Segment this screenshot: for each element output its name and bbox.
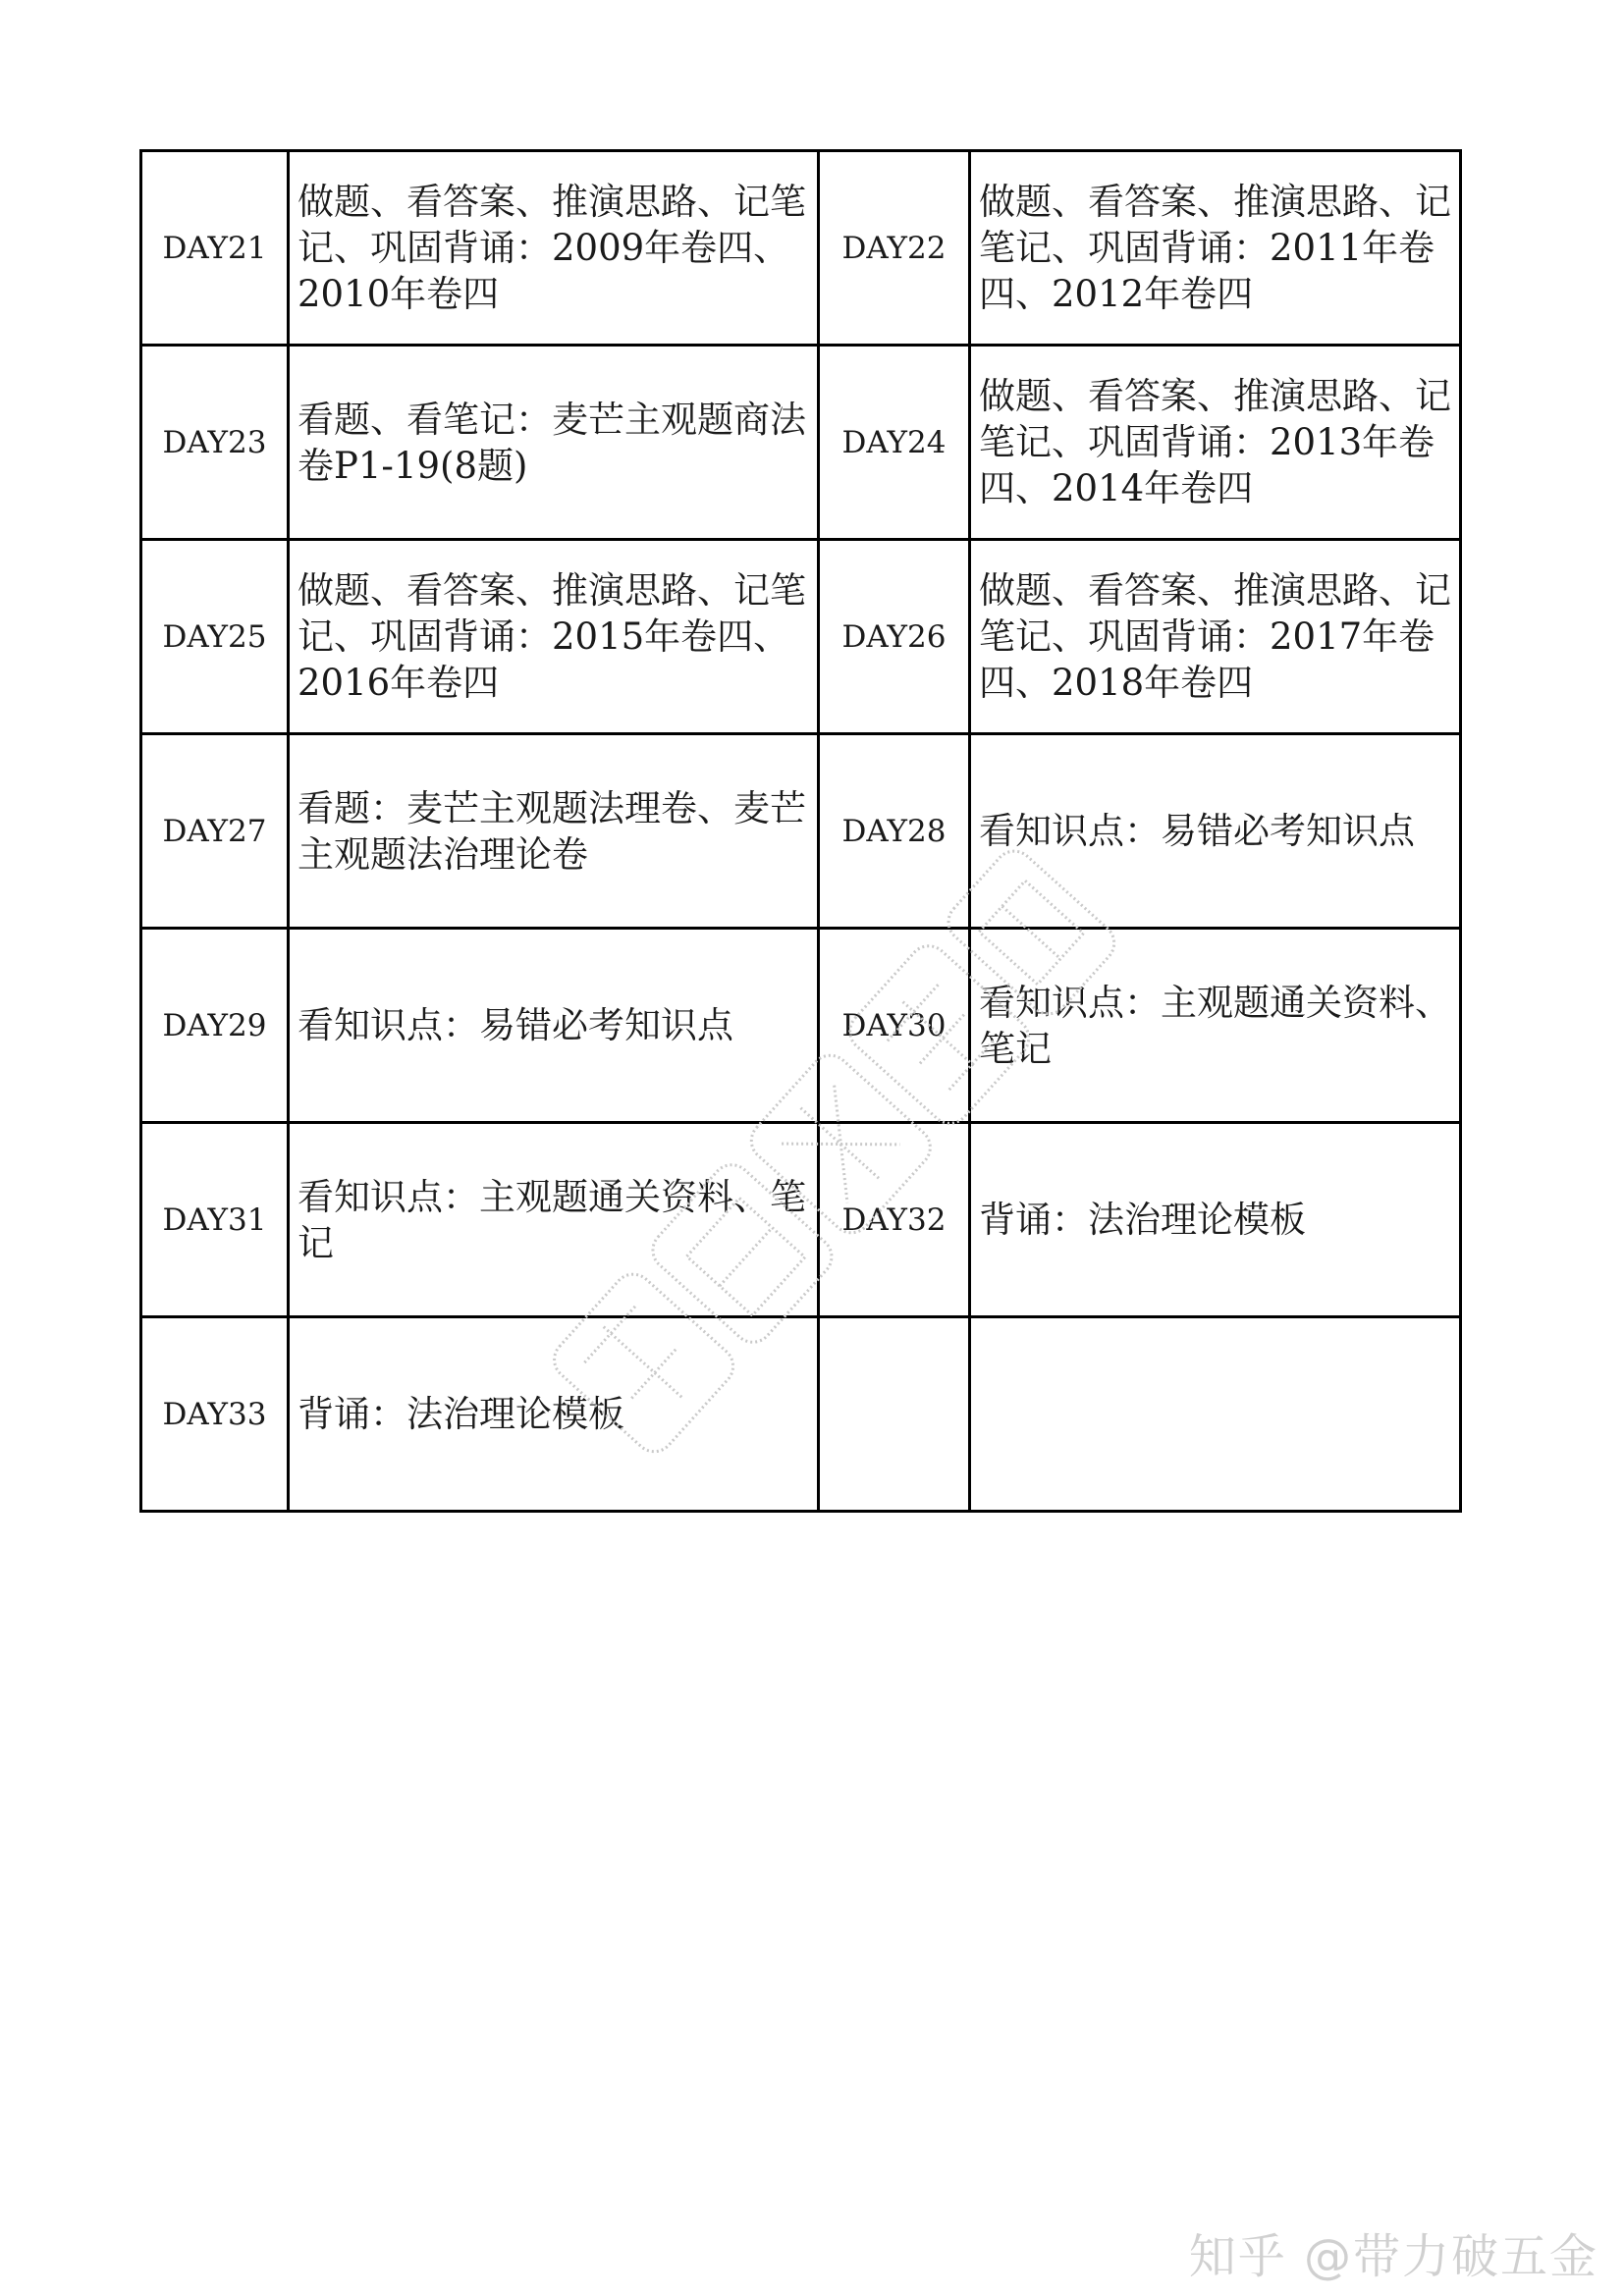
task-cell: 看知识点：主观题通关资料、笔记: [289, 1123, 819, 1317]
task-cell: 背诵：法治理论模板: [289, 1317, 819, 1512]
day-label: DAY28: [819, 734, 970, 929]
task-cell: 看知识点：易错必考知识点: [970, 734, 1461, 929]
table-row: [141, 1317, 1461, 1512]
task-cell: 做题、看答案、推演思路、记笔记、巩固背诵：2017年卷四、2018年卷四: [970, 540, 1461, 734]
day-label: DAY23: [141, 346, 289, 540]
study-schedule-table: [139, 149, 1462, 1513]
task-cell-empty: [970, 1317, 1461, 1512]
day-label: DAY21: [141, 151, 289, 346]
day-label: DAY31: [141, 1123, 289, 1317]
day-label: DAY24: [819, 346, 970, 540]
task-cell: 做题、看答案、推演思路、记笔记、巩固背诵：2011年卷四、2012年卷四: [970, 151, 1461, 346]
table-row: [141, 540, 1461, 734]
table-row: [141, 151, 1461, 346]
day-label: DAY33: [141, 1317, 289, 1512]
task-cell: 看知识点：主观题通关资料、笔记: [970, 929, 1461, 1123]
task-cell: 做题、看答案、推演思路、记笔记、巩固背诵：2015年卷四、2016年卷四: [289, 540, 819, 734]
table-row: [141, 929, 1461, 1123]
day-label-empty: [819, 1317, 970, 1512]
table-row: [141, 346, 1461, 540]
task-cell: 看题、看笔记：麦芒主观题商法卷P1-19(8题): [289, 346, 819, 540]
day-label: DAY32: [819, 1123, 970, 1317]
day-label: DAY26: [819, 540, 970, 734]
task-cell: 做题、看答案、推演思路、记笔记、巩固背诵：2009年卷四、2010年卷四: [289, 151, 819, 346]
day-label: DAY30: [819, 929, 970, 1123]
day-label: DAY22: [819, 151, 970, 346]
task-cell: 看题：麦芒主观题法理卷、麦芒主观题法治理论卷: [289, 734, 819, 929]
day-label: DAY27: [141, 734, 289, 929]
footer-watermark: 知乎 @带力破五金: [1188, 2229, 1598, 2284]
day-label: DAY25: [141, 540, 289, 734]
task-cell: 背诵：法治理论模板: [970, 1123, 1461, 1317]
table-row: [141, 1123, 1461, 1317]
day-label: DAY29: [141, 929, 289, 1123]
table-row: [141, 734, 1461, 929]
task-cell: 做题、看答案、推演思路、记笔记、巩固背诵：2013年卷四、2014年卷四: [970, 346, 1461, 540]
task-cell: 看知识点：易错必考知识点: [289, 929, 819, 1123]
